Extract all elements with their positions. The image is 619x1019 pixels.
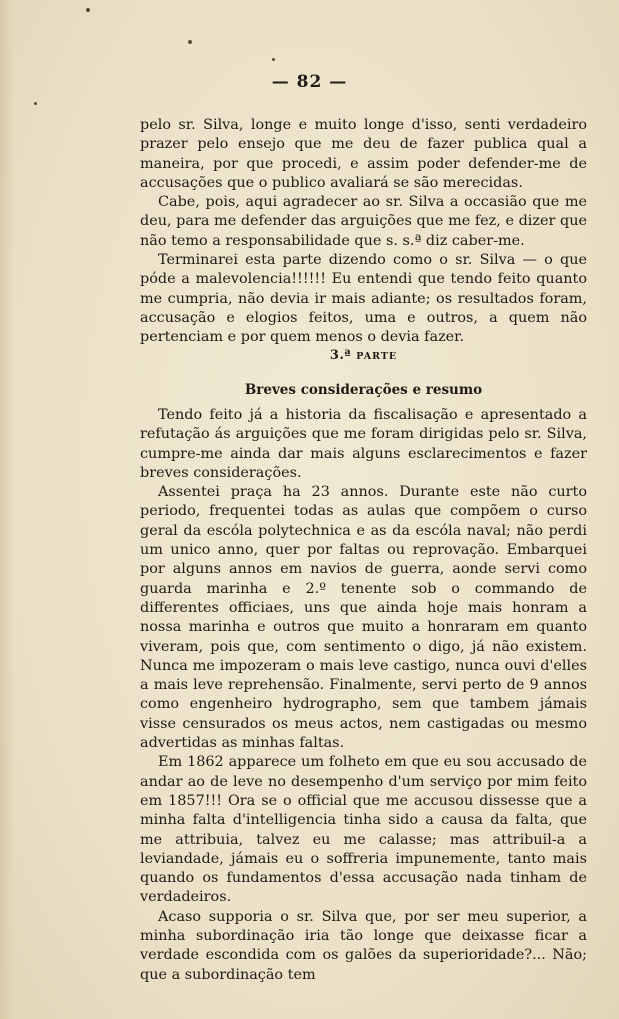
part-number: 3.ª	[329, 348, 352, 363]
paper-spot	[34, 102, 37, 105]
paragraph: Em 1862 apparece um folheto em que eu sou accusado de andar ao de leve no desempenho d'um serviço por mim feito em 1857!!! Ora se o official que me accusou dissesse que a minha falta d'intelligencia tinha sido a causa da falta, que me attribuia, talvez eu me calasse; mas attribuil-a a leviandade, jámais eu o soffreria impunemente, tanto mais quando os fundamentos d'essa accusação nada tinham de verdadeiros.	[140, 754, 587, 906]
paper-spot	[86, 8, 90, 12]
paragraph: pelo sr. Silva, longe e muito longe d'isso, senti verdadeiro prazer pelo ensejo que me deu de fazer publica qual a maneira, por que procedi, e assim poder defender-me de accusações que o publico avaliará se são merecidas.	[140, 117, 587, 191]
part-word: PARTE	[356, 351, 398, 362]
paragraph: Acaso supporia o sr. Silva que, por ser meu superior, a minha subordinação iria tão longe que deixasse ficar a verdade escondida com os galões da superioridade?... Não; que a subordinação tem	[140, 908, 587, 983]
part-heading	[140, 348, 587, 363]
text-block-main	[140, 406, 587, 985]
paragraph: Tendo feito já a historia da fiscalisação e apresentado a refutação ás arguições que me foram dirigidas pelo sr. Silva, cumpre-me ainda dar mais alguns esclarecimentos e fazer breves considerações.	[140, 407, 587, 481]
page-fold-shadow	[0, 0, 14, 1019]
paragraph: Assentei praça ha 23 annos. Durante este não curto periodo, frequentei todas as aulas que compõem o curso geral da escóla polytechnica e as da escóla naval; não perdi um unico anno, quer por faltas ou reprovação. Embarquei por alguns annos em navios de guerra, aonde servi como guarda marinha e 2.º tenente sob o commando de differentes officiaes, uns que ainda hoje mais honram a nossa marinha e outros que muito a honraram em quanto viveram, pois que, com sentimento o digo, já não existem. Nunca me impozeram o mais leve castigo, nunca ouvi d'elles a mais leve reprehensão. Finalmente, servi perto de 9 annos como engenheiro hydrographo, sem que tambem jámais visse censurados os meus actos, nem castigadas ou mesmo advertidas as minhas faltas.	[140, 484, 587, 752]
paragraph: Cabe, pois, aqui agradecer ao sr. Silva a occasião que me deu, para me defender das arguições que me fez, e dizer que não temo a responsabilidade que s. s.ª diz caber-me.	[140, 194, 587, 249]
page-number: — 82 —	[271, 72, 348, 92]
paragraph: Terminarei esta parte dizendo como o sr. Silva — o que póde a malevolencia!!!!!! Eu entendi que tendo feito quanto me cumpria, não devia ir mais adiante; os resultados foram, accusação e elogios feitos, uma e outros, a quem não pertenciam e por quem menos o devia fazer.	[140, 252, 587, 346]
text-block-top	[140, 116, 587, 348]
paper-spot	[188, 40, 192, 44]
paper-spot	[272, 58, 275, 61]
section-title: Breves considerações e resumo	[244, 382, 483, 398]
